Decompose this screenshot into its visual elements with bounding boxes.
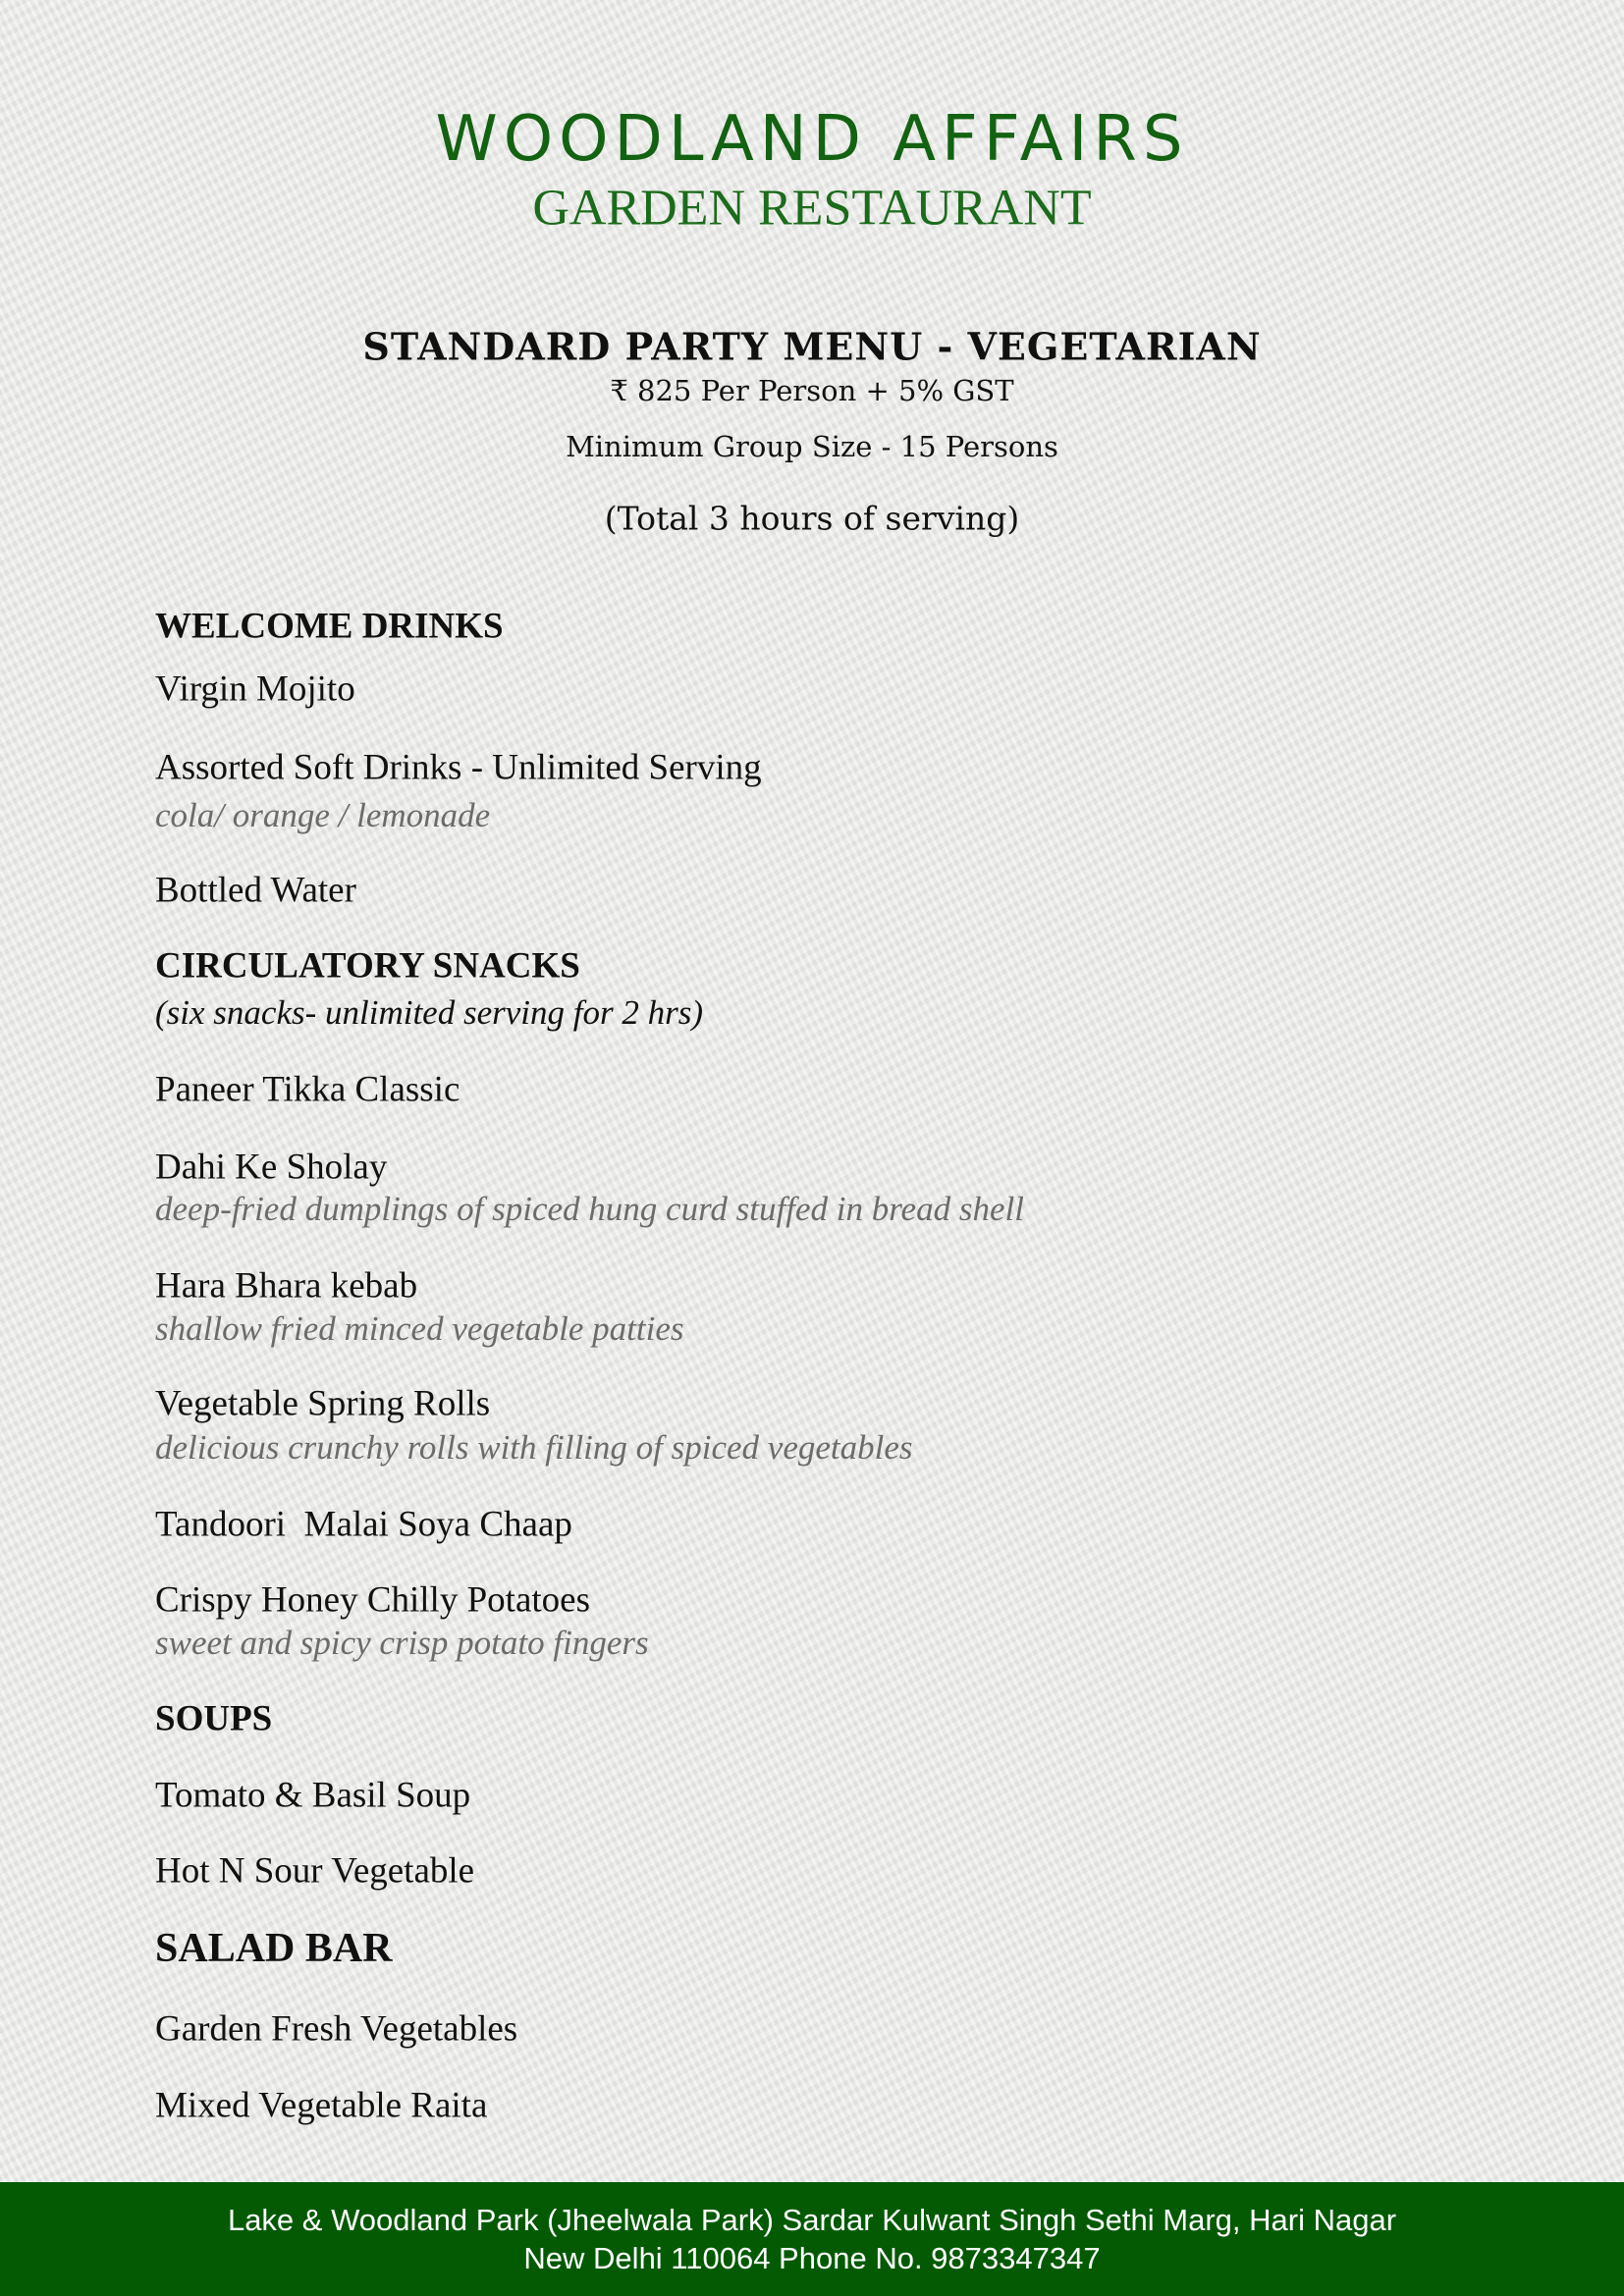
menu-item-description: delicious crunchy rolls with filling of spiced vegetables	[155, 1428, 913, 1467]
menu-item-description: cola/ orange / lemonade	[155, 796, 491, 834]
menu-item: Paneer Tikka Classic	[155, 1069, 460, 1110]
section-heading-welcome-drinks: WELCOME DRINKS	[155, 606, 504, 647]
menu-item: Garden Fresh Vegetables	[155, 2008, 518, 2050]
section-heading-salad-bar: SALAD BAR	[155, 1926, 393, 1971]
menu-item: Dahi Ke Sholay	[155, 1147, 388, 1188]
serving-info: (Total 3 hours of serving)	[604, 499, 1020, 538]
min-group-info: Minimum Group Size - 15 Persons	[566, 430, 1058, 463]
menu-item: Tomato & Basil Soup	[155, 1775, 471, 1816]
menu-item: Vegetable Spring Rolls	[155, 1383, 491, 1424]
menu-title: STANDARD PARTY MENU - VEGETARIAN	[362, 324, 1262, 369]
menu-item-description: sweet and spicy crisp potato fingers	[155, 1624, 649, 1662]
menu-item: Hara Bhara kebab	[155, 1265, 418, 1307]
menu-item: Mixed Vegetable Raita	[155, 2085, 488, 2126]
restaurant-subtitle: GARDEN RESTAURANT	[532, 180, 1092, 237]
footer-contact-line: New Delhi 110064 Phone No. 9873347347	[523, 2241, 1101, 2275]
footer-address-bar	[0, 2182, 1624, 2296]
menu-item: Assorted Soft Drinks - Unlimited Serving	[155, 747, 762, 788]
section-heading-circulatory-snacks: CIRCULATORY SNACKS	[155, 945, 580, 987]
menu-item: Virgin Mojito	[155, 668, 355, 710]
menu-item: Crispy Honey Chilly Potatoes	[155, 1579, 590, 1621]
menu-item: Tandoori Malai Soya Chaap	[155, 1504, 572, 1545]
menu-item: Bottled Water	[155, 870, 356, 911]
footer-address-line: Lake & Woodland Park (Jheelwala Park) Sardar Kulwant Singh Sethi Marg, Hari Nagar	[227, 2203, 1397, 2237]
restaurant-name: WOODLAND AFFAIRS	[435, 103, 1189, 176]
section-note: (six snacks- unlimited serving for 2 hrs)	[155, 993, 703, 1032]
section-heading-soups: SOUPS	[155, 1698, 273, 1739]
menu-item-description: shallow fried minced vegetable patties	[155, 1309, 684, 1348]
menu-item-description: deep-fried dumplings of spiced hung curd stuffed in bread shell	[155, 1190, 1024, 1228]
menu-item: Hot N Sour Vegetable	[155, 1850, 475, 1892]
price-info: ₹ 825 Per Person + 5% GST	[610, 374, 1014, 407]
